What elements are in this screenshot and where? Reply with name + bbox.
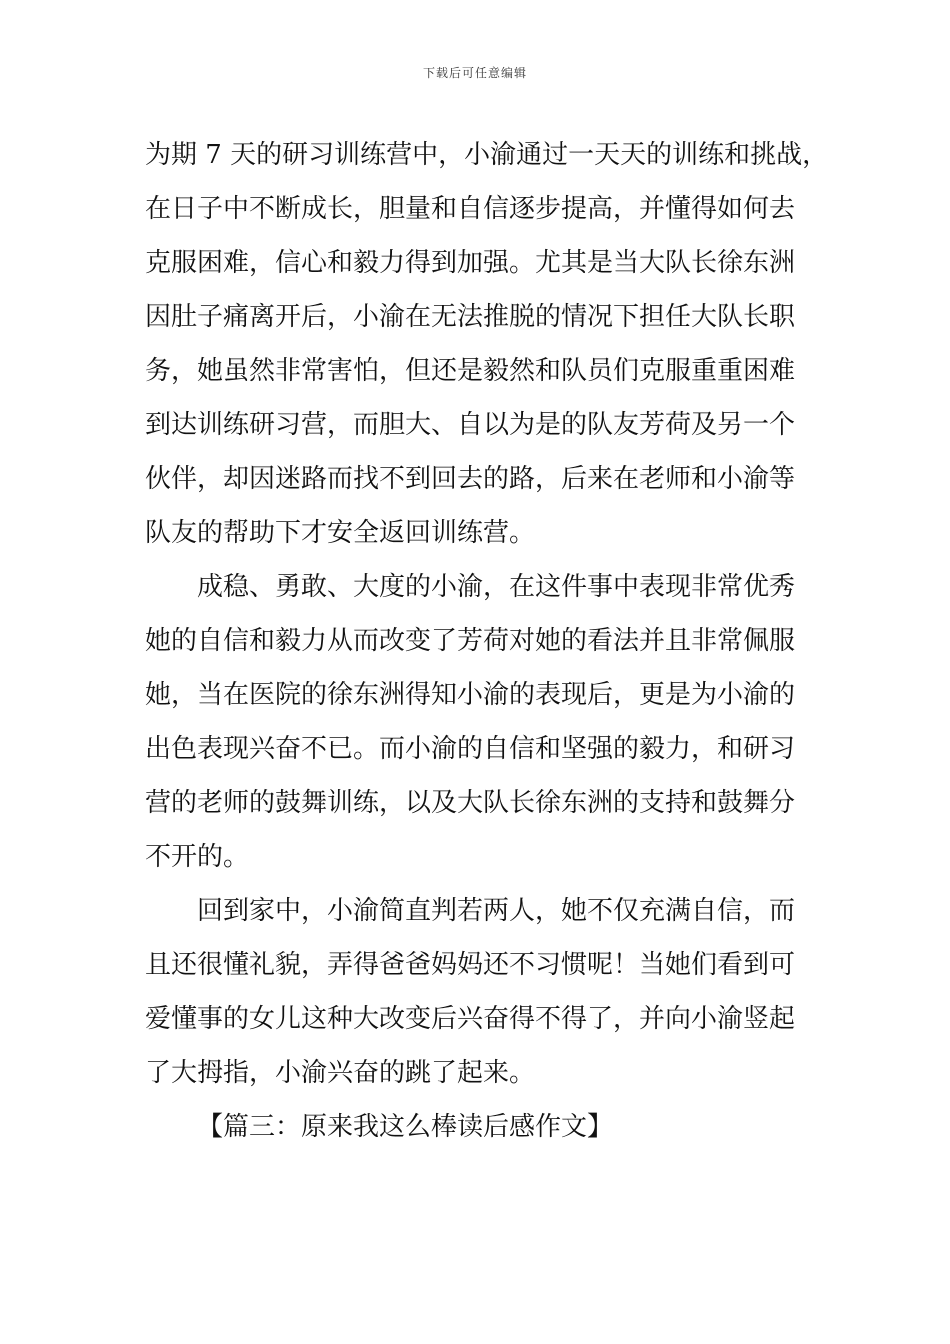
text-line: 伙伴，却因迷路而找不到回去的路，后来在老师和小渝等 bbox=[145, 464, 796, 494]
text-line: 爱懂事的女儿这种大改变后兴奋得不得了，并向小渝竖起 bbox=[145, 1004, 796, 1034]
text-line: 到达训练研习营，而胆大、自以为是的队友芳荷及另一个 bbox=[145, 410, 796, 440]
page-header: 下载后可任意编辑 bbox=[422, 66, 527, 80]
text-line: 在日子中不断成长，胆量和自信逐步提高，并懂得如何去 bbox=[145, 194, 796, 224]
document-body bbox=[145, 128, 829, 1154]
text-line: 出色表现兴奋不已。而小渝的自信和坚强的毅力，和研习 bbox=[145, 734, 796, 764]
text-line: 营的老师的鼓舞训练，以及大队长徐东洲的支持和鼓舞分 bbox=[145, 788, 796, 818]
text-line: 她的自信和毅力从而改变了芳荷对她的看法并且非常佩服 bbox=[145, 626, 796, 656]
text-line: 克服困难，信心和毅力得到加强。尤其是当大队长徐东洲 bbox=[145, 248, 796, 278]
text-line: 成稳、勇敢、大度的小渝，在这件事中表现非常优秀 bbox=[197, 572, 796, 602]
text-line: 因肚子痛离开后，小渝在无法推脱的情况下担任大队长职 bbox=[145, 302, 796, 332]
text-line: 为期 7 天的研习训练营中，小渝通过一天天的训练和挑战， bbox=[145, 140, 829, 170]
paragraph-1 bbox=[145, 128, 829, 560]
section-heading: 【篇三：原来我这么棒读后感作文】 bbox=[197, 1112, 614, 1142]
text-line: 不开的。 bbox=[145, 842, 250, 872]
text-line: 队友的帮助下才安全返回训练营。 bbox=[145, 518, 536, 548]
paragraph-2 bbox=[145, 560, 810, 884]
text-line: 务，她虽然非常害怕，但还是毅然和队员们克服重重困难 bbox=[145, 356, 796, 386]
text-line: 了大拇指，小渝兴奋的跳了起来。 bbox=[145, 1058, 536, 1088]
text-line: 回到家中，小渝简直判若两人，她不仅充满自信，而 bbox=[197, 896, 796, 926]
text-line: 她，当在医院的徐东洲得知小渝的表现后，更是为小渝的 bbox=[145, 680, 796, 710]
text-line: 且还很懂礼貌，弄得爸爸妈妈还不习惯呢！当她们看到可 bbox=[145, 950, 796, 980]
paragraph-3 bbox=[145, 884, 810, 1100]
